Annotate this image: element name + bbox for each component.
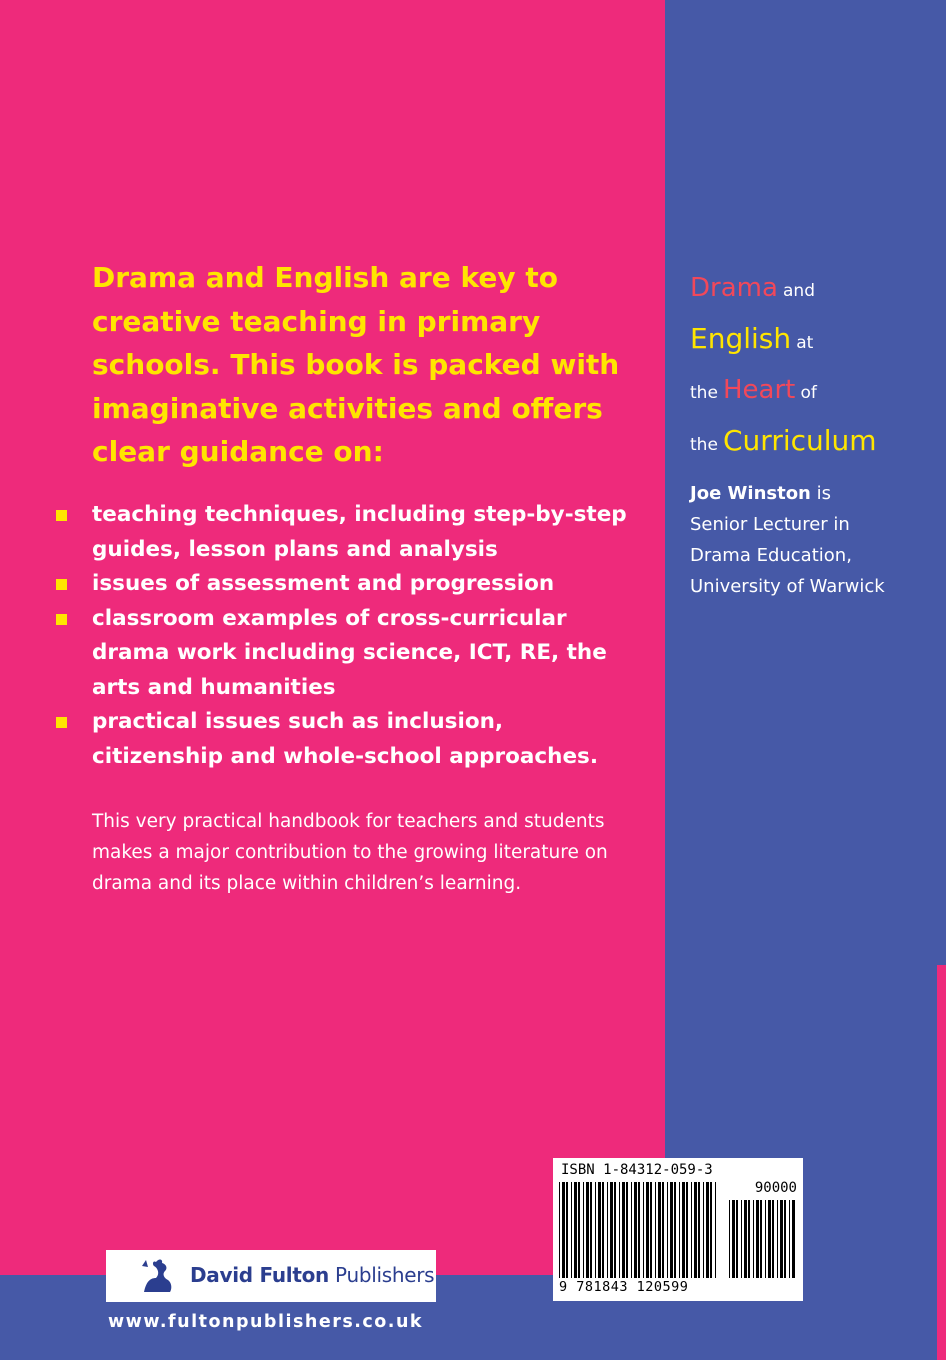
publisher-logo-icon bbox=[138, 1256, 176, 1296]
isbn-text: ISBN 1-84312-059-3 bbox=[561, 1162, 713, 1178]
title-word-the: the bbox=[690, 435, 718, 455]
book-title bbox=[690, 265, 940, 469]
title-word-drama: Drama bbox=[690, 273, 778, 303]
bullet-square-icon bbox=[56, 717, 67, 728]
title-word-the: the bbox=[690, 383, 718, 403]
list-item bbox=[52, 705, 632, 774]
barcode-price-bars bbox=[729, 1200, 797, 1278]
bullet-square-icon bbox=[56, 579, 67, 590]
publisher-name-rest: Publishers bbox=[335, 1263, 435, 1287]
author-line-3: University of Warwick bbox=[690, 576, 885, 597]
title-word-english: English bbox=[690, 322, 792, 355]
price-code: 90000 bbox=[754, 1180, 797, 1196]
guidance-list bbox=[52, 498, 632, 774]
publisher-badge bbox=[106, 1250, 436, 1302]
author-bio bbox=[690, 478, 940, 602]
list-item-text: classroom examples of cross-curricular drama work including science, ICT, RE, the arts and humanities bbox=[92, 605, 607, 700]
list-item-text: practical issues such as inclusion, citizenship and whole-school approaches. bbox=[92, 709, 599, 769]
title-word-heart: Heart bbox=[723, 375, 796, 405]
author-line-2: Drama Education, bbox=[690, 545, 852, 566]
publisher-name bbox=[190, 1263, 434, 1287]
publisher-website: www.fultonpublishers.co.uk bbox=[108, 1312, 424, 1332]
list-item bbox=[52, 602, 632, 706]
barcode bbox=[553, 1158, 803, 1301]
list-item-text: teaching techniques, including step-by-step guides, lesson plans and analysis bbox=[92, 502, 627, 562]
title-word-curriculum: Curriculum bbox=[723, 424, 877, 457]
publisher-name-bold: David Fulton bbox=[190, 1263, 329, 1287]
bullet-square-icon bbox=[56, 614, 67, 625]
bullet-square-icon bbox=[56, 510, 67, 521]
summary-text: This very practical handbook for teachers and students makes a major contribution to the growing literature on drama and its place within children’s learning. bbox=[92, 811, 608, 894]
author-name: Joe Winston bbox=[690, 483, 811, 504]
ean-number: 9 781843 120599 bbox=[559, 1279, 689, 1295]
title-word-of: of bbox=[800, 383, 817, 403]
author-is: is bbox=[816, 483, 832, 504]
edge-strip bbox=[937, 965, 946, 1360]
intro-text: Drama and English are key to creative teaching in primary schools. This book is packed with imaginative activities and offers clear guidance on: bbox=[92, 261, 620, 468]
barcode-main-bars bbox=[559, 1182, 719, 1278]
list-item bbox=[52, 567, 632, 602]
list-item bbox=[52, 498, 632, 567]
blue-spine-panel bbox=[665, 0, 946, 1360]
title-word-and: and bbox=[783, 281, 815, 301]
author-line-1: Senior Lecturer in bbox=[690, 514, 850, 535]
list-item-text: issues of assessment and progression bbox=[92, 571, 555, 596]
title-word-at: at bbox=[796, 333, 814, 353]
